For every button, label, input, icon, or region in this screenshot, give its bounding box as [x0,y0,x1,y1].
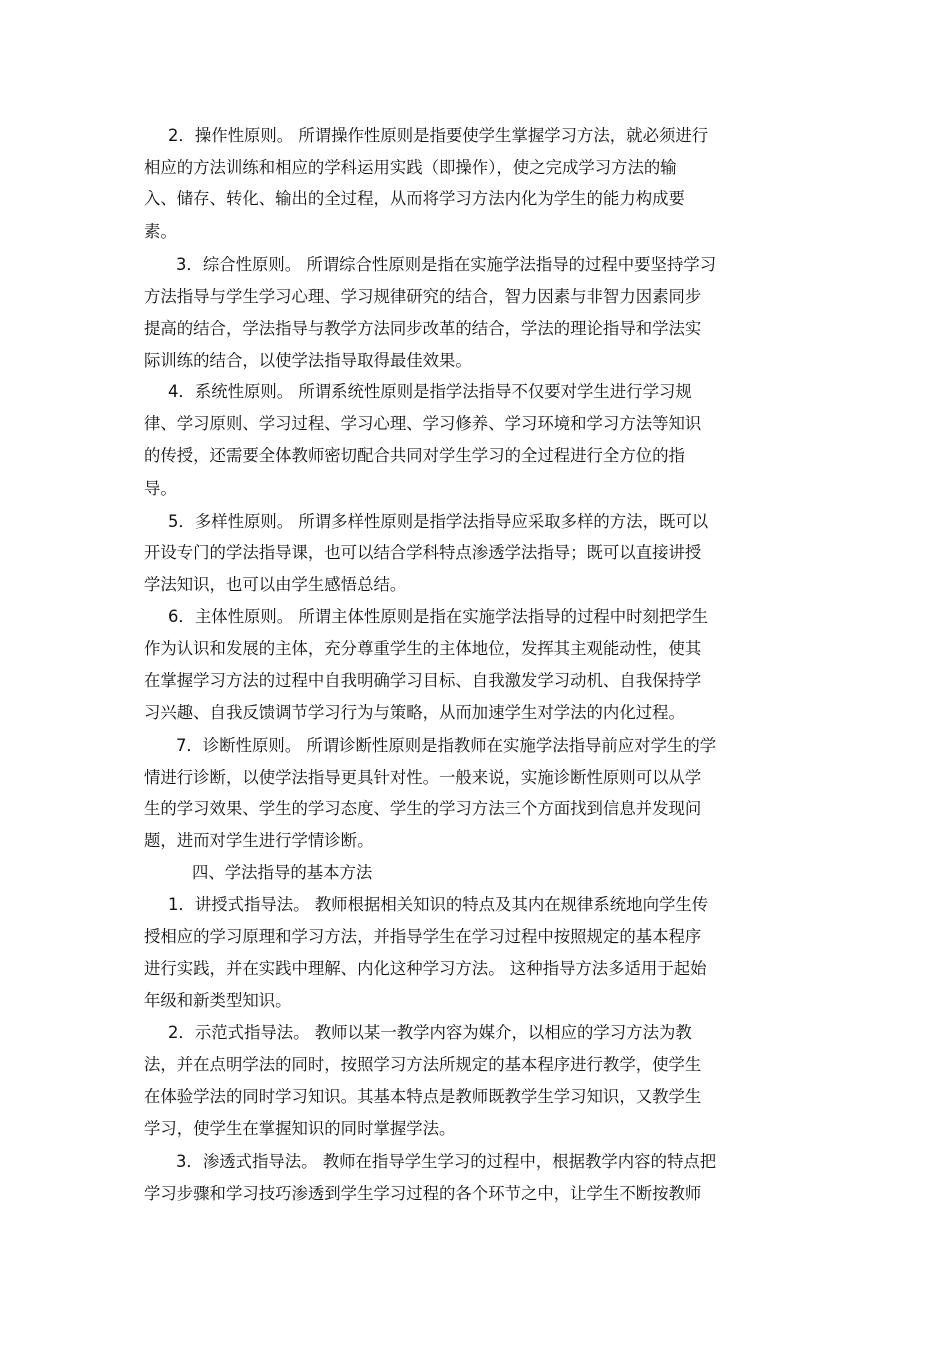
text-line: 在体验学法的同时学习知识。其基本特点是教师既教学生学习知识，又教学生 [144,1087,702,1106]
text-line: 6．主体性原则。 所谓主体性原则是指在实施学法指导的过程中时刻把学生 [168,607,709,626]
text-line: 1．讲授式指导法。 教师根据相关知识的特点及其内在规律系统地向学生传 [168,895,709,914]
text-line: 习兴趣、自我反馈调节学习行为与策略，从而加速学生对学法的内化过程。 [144,703,685,722]
text-line: 际训练的结合，以使学法指导取得最佳效果。 [144,351,472,370]
text-line: 律、学习原则、学习过程、学习心理、学习修养、学习环境和学习方法等知识 [144,414,702,433]
text-line: 2．示范式指导法。 教师以某一教学内容为媒介，以相应的学习方法为教 [168,1023,692,1042]
text-line: 2．操作性原则。 所谓操作性原则是指要使学生掌握学习方法，就必须进行 [168,126,709,145]
text-line: 提高的结合，学法指导与教学方法同步改革的结合，学法的理论指导和学法实 [144,319,702,338]
text-line: 情进行诊断，以使学法指导更具针对性。一般来说，实施诊断性原则可以从学 [144,768,702,787]
text-line: 进行实践，并在实践中理解、内化这种学习方法。 这种指导方法多适用于起始 [144,959,707,978]
text-line: 学法知识，也可以由学生感悟总结。 [144,575,407,594]
text-line: 学习，使学生在掌握知识的同时掌握学法。 [144,1119,456,1138]
text-line: 入、储存、转化、输出的全过程，从而将学习方法内化为学生的能力构成要 [144,189,685,208]
text-line: 的传授，还需要全体教师密切配合共同对学生学习的全过程进行全方位的指 [144,446,685,465]
text-line: 年级和新类型知识。 [144,991,292,1010]
text-line: 3．渗透式指导法。 教师在指导学生学习的过程中，根据教学内容的特点把 [176,1152,717,1171]
text-line: 在掌握学习方法的过程中自我明确学习目标、自我激发学习动机、自我保持学 [144,671,702,690]
text-line: 素。 [144,222,177,241]
section-heading: 四、学法指导的基本方法 [192,863,373,882]
text-line: 作为认识和发展的主体，充分尊重学生的主体地位，发挥其主观能动性，使其 [144,639,702,658]
text-line: 开设专门的学法指导课，也可以结合学科特点渗透学法指导；既可以直接讲授 [144,543,702,562]
text-line: 3．综合性原则。 所谓综合性原则是指在实施学法指导的过程中要坚持学习 [176,255,717,274]
text-line: 授相应的学习原理和学习方法，并指导学生在学习过程中按照规定的基本程序 [144,927,702,946]
text-line: 方法指导与学生学习心理、学习规律研究的结合，智力因素与非智力因素同步 [144,287,702,306]
text-line: 7．诊断性原则。 所谓诊断性原则是指教师在实施学法指导前应对学生的学 [176,736,717,755]
text-line: 生的学习效果、学生的学习态度、学生的学习方法三个方面找到信息并发现问 [144,799,702,818]
text-line: 5．多样性原则。 所谓多样性原则是指学法指导应采取多样的方法，既可以 [168,512,709,531]
text-line: 题，进而对学生进行学情诊断。 [144,831,374,850]
text-line: 学习步骤和学习技巧渗透到学生学习过程的各个环节之中，让学生不断按教师 [144,1184,702,1203]
text-line: 相应的方法训练和相应的学科运用实践（即操作），使之完成学习方法的输 [144,158,677,177]
text-line: 4．系统性原则。 所谓系统性原则是指学法指导不仅要对学生进行学习规 [168,382,692,401]
text-line: 法，并在点明学法的同时，按照学习方法所规定的基本程序进行教学，使学生 [144,1055,702,1074]
text-line: 导。 [144,479,177,498]
